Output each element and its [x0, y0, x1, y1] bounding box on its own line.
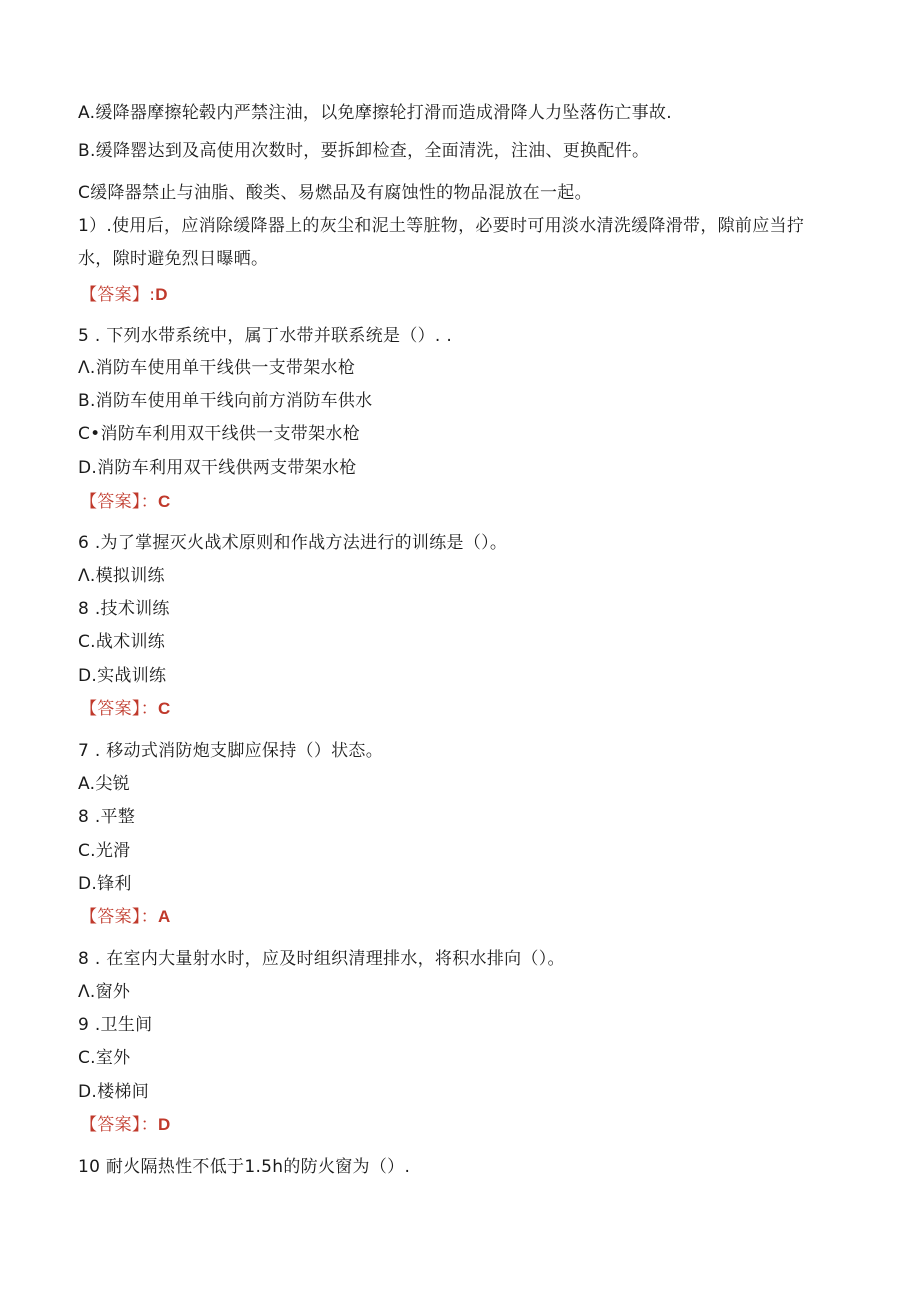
answer-prefix: 【答案】:	[80, 285, 156, 305]
answer-letter: C	[158, 699, 171, 718]
q6-answer	[80, 698, 171, 720]
answer-letter: D	[155, 285, 168, 304]
q7-option-b: 8 .平整	[78, 807, 136, 827]
question-8: 8 . 在室内大量射水时，应及时组织清理排水，将积水排向（）。	[78, 949, 565, 969]
answer-prefix: 【答案】：	[80, 699, 158, 719]
answer-line	[80, 284, 168, 306]
answer-letter: D	[158, 1115, 171, 1134]
q5-option-c: C•消防车利用双干线供一支带架水枪	[78, 424, 360, 444]
option-d-text: 1）.使用后，应消除缓降器上的灰尘和泥土等脏物，必要时可用淡水清洗缓降滑带，隙前应当拧水，隙时避免烈日曝晒。	[78, 216, 805, 269]
question-7: 7 . 移动式消防炮支脚应保持（）状态。	[78, 741, 384, 761]
answer-letter: A	[158, 907, 171, 926]
answer-prefix: 【答案】：	[80, 907, 158, 927]
q7-option-c: C.光滑	[78, 841, 131, 861]
q5-option-d: D.消防车利用双干线供两支带架水枪	[78, 458, 357, 478]
option-b-text: B.缓降罂达到及高使用次数时，要拆卸检查，全面清洗，注油、更换配件。	[78, 141, 650, 161]
answer-prefix: 【答案】：	[80, 492, 158, 512]
option-c-text: C缓降器禁止与油脂、酸类、易燃品及有腐蚀性的物品混放在一起。	[78, 183, 592, 203]
question-10: 10 耐火隔热性不低于1.5h的防火窗为（）.	[78, 1157, 411, 1177]
q5-answer	[80, 491, 171, 513]
q7-answer	[80, 906, 171, 928]
q6-option-a: Λ.模拟训练	[78, 566, 165, 586]
question-5: 5 . 下列水带系统中，属丁水带并联系统是（）. .	[78, 326, 453, 346]
answer-prefix: 【答案】：	[80, 1115, 158, 1135]
q8-option-b: 9 .卫生间	[78, 1015, 153, 1035]
q6-option-d: D.实战训练	[78, 666, 167, 686]
q5-option-a: Λ.消防车使用单干线供一支带架水枪	[78, 358, 356, 378]
q7-option-a: A.尖锐	[78, 774, 130, 794]
answer-letter: C	[158, 492, 171, 511]
q8-answer	[80, 1114, 171, 1136]
q8-option-c: C.室外	[78, 1048, 131, 1068]
question-6: 6 .为了掌握灭火战术原则和作战方法进行的训练是（）。	[78, 533, 508, 553]
q7-option-d: D.锋利	[78, 874, 132, 894]
option-a-text: A.缓降器摩擦轮毂内严禁注油，以免摩擦轮打滑而造成滑降人力坠落伤亡事故.	[78, 103, 672, 123]
q5-option-b: B.消防车使用单干线向前方消防车供水	[78, 391, 373, 411]
q6-option-b: 8 .技术训练	[78, 599, 170, 619]
q8-option-d: D.楼梯间	[78, 1082, 149, 1102]
q8-option-a: Λ.窗外	[78, 982, 131, 1002]
q6-option-c: C.战术训练	[78, 632, 166, 652]
